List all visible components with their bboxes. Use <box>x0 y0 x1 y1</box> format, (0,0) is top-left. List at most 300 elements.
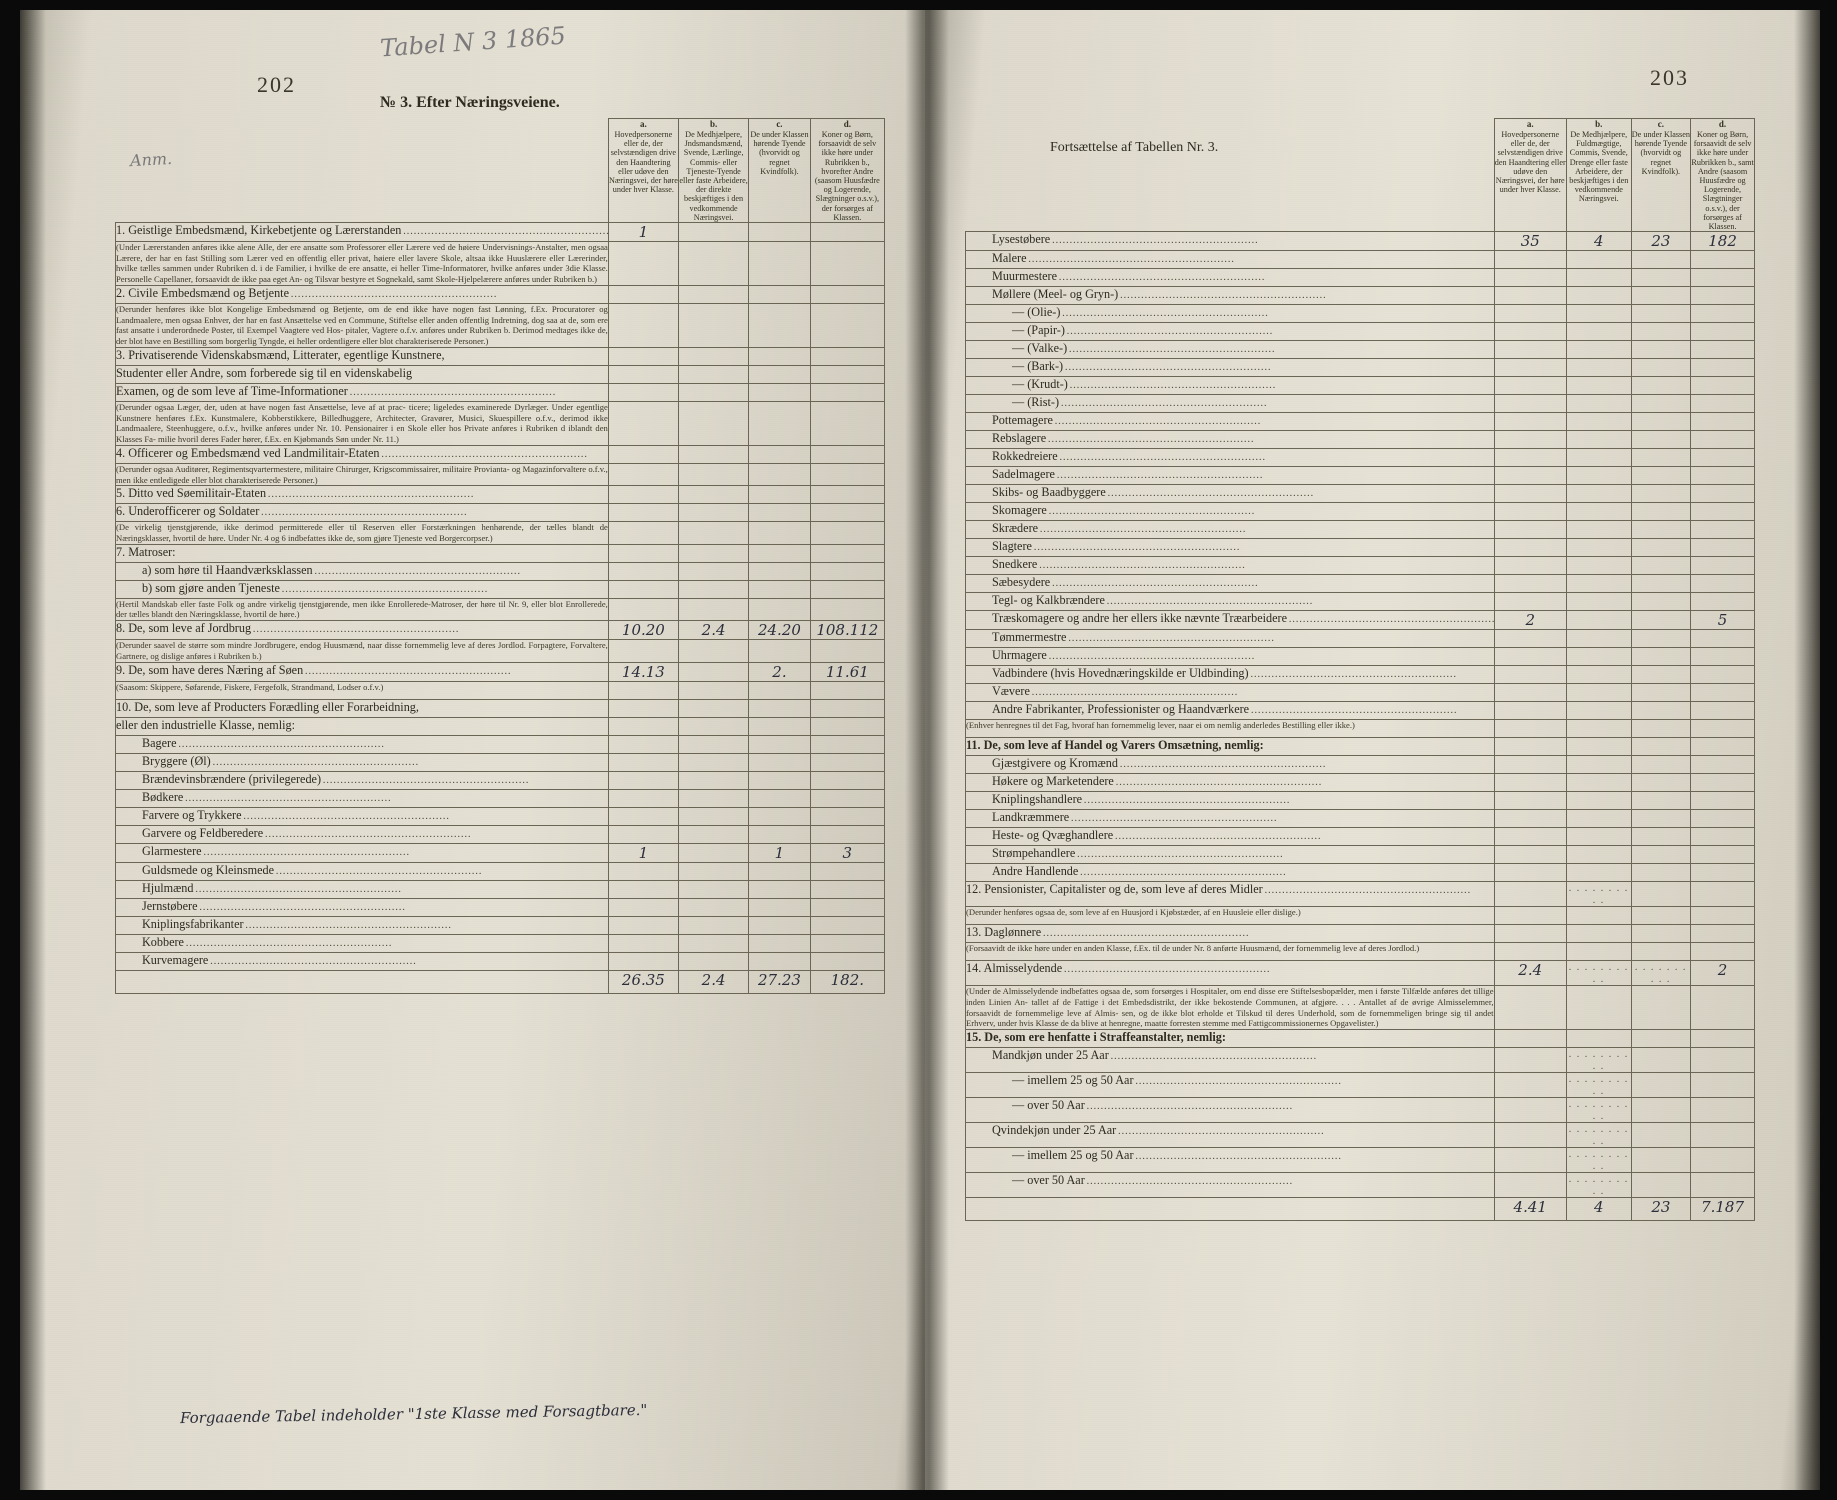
cell-a <box>608 699 678 717</box>
cell-d <box>1691 1098 1755 1123</box>
row-label <box>966 341 1495 359</box>
row-label-text: 6. Underofficerer og Soldater <box>116 504 260 519</box>
cell-d <box>1691 864 1755 882</box>
cell-c <box>1631 467 1690 485</box>
cell-b <box>1566 1198 1631 1221</box>
cell-b <box>1566 810 1631 828</box>
row-label <box>116 825 609 843</box>
cell-c <box>1631 377 1690 395</box>
row-label-text: Træskomagere og andre her ellers ikke nævnte Træarbeidere <box>992 611 1288 626</box>
folio-left: 202 <box>257 72 296 97</box>
cell-c <box>749 662 810 681</box>
cell-b <box>1566 449 1631 467</box>
row-label <box>966 611 1495 630</box>
cell-d <box>810 580 884 598</box>
cell-a <box>1494 1198 1566 1221</box>
cell-b <box>678 347 748 365</box>
row-label-text: — over 50 Aar <box>1012 1173 1085 1188</box>
cell-a <box>608 753 678 771</box>
cell-c <box>749 934 810 952</box>
table-row <box>966 1173 1755 1198</box>
note-text: (Under Lærerstanden anføres ikke alene Alle, der ere ansatte som Professorer eller Lærere ved de høiere Undervisnings-Anstalter, men ogsaa Lærere, der har en fast Stilling som Lærer ved en offentlig eller privat, høiere eller lavere Skole, altsaa ikke Huuslærere eller Lærerinder, hvilke tælles sammen under Rubriken d. i de Familier, i hvilke de ere ansatte, ei heller Time-Informatorer, hvilke anføres under 3die Klasse. Personelle Capellaner, forsaavidt de ikke paa eget An- og Tilsvar bestyre et Sognekald, samt Skole-Hjelpelærere anføres under Rubriken b.) <box>116 241 608 285</box>
cell-b <box>678 898 748 916</box>
cell-d <box>1691 961 1755 986</box>
row-label <box>966 846 1495 864</box>
cell-a <box>608 898 678 916</box>
handwritten-value: 182 <box>1708 232 1737 251</box>
note-text: (Saasom: Skippere, Søfarende, Fiskere, Fergefolk, Strandmand, Lodser o.f.v.) <box>116 681 609 699</box>
cell-b <box>678 621 748 640</box>
cell-d <box>810 285 884 303</box>
cell-d <box>1691 630 1755 648</box>
cell-d <box>1691 323 1755 341</box>
cell-c <box>1631 630 1690 648</box>
cell-c <box>749 753 810 771</box>
cell-c <box>749 771 810 789</box>
cell-d <box>810 735 884 753</box>
row-label-text: Studenter eller Andre, som forberede sig til en videnskabelig <box>116 365 413 380</box>
row-label-text: Kurvemagere <box>142 952 209 967</box>
cell-b <box>678 843 748 862</box>
table-row <box>116 880 885 898</box>
cell-b <box>1566 828 1631 846</box>
row-label-text: Heste- og Qvæghandlere <box>992 828 1114 843</box>
cell-a <box>1494 702 1566 720</box>
cell-c <box>749 880 810 898</box>
table-row <box>116 898 885 916</box>
left-table-header <box>116 119 885 223</box>
row-label-text: Lysestøbere <box>992 232 1051 247</box>
row-label-text: Malere <box>992 251 1027 266</box>
cell-d <box>1691 907 1755 925</box>
cell-b <box>1566 720 1631 738</box>
left-table <box>115 118 885 994</box>
cell-a <box>1494 431 1566 449</box>
cell-c <box>749 862 810 880</box>
cell-a <box>608 640 678 662</box>
row-label-text: 14. Almisselydende <box>966 961 1063 976</box>
row-label-text: Kobbere <box>142 934 184 949</box>
cell-d <box>1691 828 1755 846</box>
handwritten-value: 182. <box>830 970 865 989</box>
row-label-text: Skibs- og Baadbyggere <box>992 485 1106 500</box>
cell-b <box>1566 630 1631 648</box>
cell-d <box>1691 1148 1755 1173</box>
cell-c <box>1631 792 1690 810</box>
header-col-a2: a. Hovedpersonerne eller de, der selvstændigen drive den Haandtering eller udøve den Næringsvei, der høre under hver Klasse. <box>1494 119 1566 232</box>
cell-a <box>1494 684 1566 702</box>
cell-c <box>749 789 810 807</box>
handwritten-value: 2.4 <box>701 621 726 640</box>
row-label <box>116 789 609 807</box>
cell-c <box>749 898 810 916</box>
table-row <box>966 593 1755 611</box>
cell-d <box>810 401 884 445</box>
cell-b <box>1566 666 1631 684</box>
cell-d <box>1691 1173 1755 1198</box>
table-row <box>966 961 1755 986</box>
cell-d <box>1691 251 1755 269</box>
handwritten-value: 35 <box>1520 232 1540 251</box>
row-label-text: Vævere <box>992 684 1030 699</box>
cell-d <box>810 621 884 640</box>
cell-d <box>810 544 884 562</box>
row-label <box>116 735 609 753</box>
row-label <box>116 880 609 898</box>
cell-b <box>678 401 748 445</box>
row-label <box>966 1148 1495 1173</box>
table-row <box>966 557 1755 575</box>
row-label <box>966 305 1495 323</box>
row-label <box>966 1098 1495 1123</box>
cell-c <box>1631 1173 1690 1198</box>
table-row <box>116 365 885 383</box>
cell-c <box>1631 1073 1690 1098</box>
cell-c <box>1631 1123 1690 1148</box>
cell-b <box>678 445 748 463</box>
note-text: (Hertil Mandskab eller faste Folk og andre virkelig tjenstgjørende, men ikke Enrollerede-Matroser, der høre til Nr. 9, eller blot Enrollerede, der tælles blandt den Næringsklasse, hvortil de høre.) <box>116 598 608 620</box>
cell-b <box>678 825 748 843</box>
table-row <box>966 575 1755 593</box>
cell-d <box>810 880 884 898</box>
cell-c <box>1631 359 1690 377</box>
cell-a <box>1494 882 1566 907</box>
handwritten-value: 2 <box>1717 961 1728 980</box>
handwritten-value: 3 <box>842 843 853 862</box>
cell-d <box>810 843 884 862</box>
note-text: (Derunder ogsaa Auditører, Regimentsqvartermestere, militaire Chirurger, Krigscommissairer, militaire Provianta- og Magazinforvaltere o.f.v., men ikke entledigede eller blot charakteriserede Personer.) <box>116 463 608 485</box>
table-row <box>116 952 885 970</box>
cell-b <box>1566 359 1631 377</box>
cell-c <box>749 681 810 699</box>
cell-a <box>1494 1098 1566 1123</box>
cell-d <box>810 463 884 485</box>
cell-c <box>1631 485 1690 503</box>
cell-b <box>678 880 748 898</box>
cell-c <box>1631 341 1690 359</box>
table-row <box>116 347 885 365</box>
row-label <box>116 970 609 993</box>
cell-c <box>1631 449 1690 467</box>
row-label-text: — (Papir-) <box>1012 323 1065 338</box>
cell-a <box>1494 287 1566 305</box>
cell-d <box>1691 846 1755 864</box>
cell-d <box>1691 720 1755 738</box>
table-row <box>116 934 885 952</box>
cell-a <box>1494 611 1566 630</box>
cell-b <box>678 580 748 598</box>
row-label-text: 2. Civile Embedsmænd og Betjente <box>116 285 289 300</box>
cell-d <box>810 486 884 504</box>
table-row <box>966 810 1755 828</box>
table-row <box>116 825 885 843</box>
row-label <box>116 699 609 717</box>
handwritten-value: 5 <box>1717 611 1728 630</box>
cell-a <box>1494 1148 1566 1173</box>
cell-b <box>1566 593 1631 611</box>
row-label <box>966 792 1495 810</box>
cell-d <box>1691 943 1755 961</box>
row-label <box>966 485 1495 503</box>
note-text: (Enhver henregnes til det Fag, hvoraf han fornemmelig lever, naar ei om nemlig anderledes Bestilling eller ikke.) <box>966 720 1495 738</box>
table-row <box>966 1123 1755 1148</box>
table-row <box>966 467 1755 485</box>
row-label <box>116 916 609 934</box>
cell-d <box>810 222 884 241</box>
margin-scribble-top: Tabel N 3 1865 <box>379 21 567 63</box>
table-row <box>116 807 885 825</box>
table-note-row <box>966 720 1755 738</box>
cell-d <box>1691 986 1755 1030</box>
cell-b <box>678 562 748 580</box>
cell-d <box>810 862 884 880</box>
table-row <box>966 925 1755 943</box>
cell-c <box>1631 395 1690 413</box>
row-label-text: a) som høre til Haandværksklassen <box>142 562 313 577</box>
row-label-text: 3. Privatiserende Videnskabsmænd, Litterater, egentlige Kunstnere, <box>116 347 445 362</box>
row-label <box>116 562 609 580</box>
cell-c <box>1631 864 1690 882</box>
cell-d <box>1691 1048 1755 1073</box>
cell-b <box>1566 323 1631 341</box>
cell-c <box>1631 846 1690 864</box>
note-text: (Derunder henføres ogsaa de, som leve af en Huusjord i Kjøbstæder, af en Huusleie eller dislige.) <box>966 907 1495 925</box>
handwritten-value: 2. <box>772 662 787 681</box>
cell-b <box>678 753 748 771</box>
cell-d <box>1691 377 1755 395</box>
cell-c <box>749 401 810 445</box>
table-row <box>116 735 885 753</box>
cell-a <box>1494 1030 1566 1048</box>
cell-a <box>1494 269 1566 287</box>
row-label-text: 4. Officerer og Embedsmænd ved Landmilitair-Etaten <box>116 445 380 460</box>
row-label-text: Garvere og Feldberedere <box>142 825 264 840</box>
cell-a <box>1494 251 1566 269</box>
cell-a <box>1494 720 1566 738</box>
cell-a <box>1494 864 1566 882</box>
cell-d <box>1691 521 1755 539</box>
handwritten-value: 11.61 <box>825 662 869 681</box>
cell-c <box>749 522 810 544</box>
table-row <box>116 445 885 463</box>
row-label <box>116 753 609 771</box>
table-row <box>966 1030 1755 1048</box>
cell-d <box>810 640 884 662</box>
row-label <box>966 666 1495 684</box>
row-label-text: Examen, og de som leve af Time-Informationer <box>116 383 348 398</box>
row-label <box>966 925 1495 943</box>
cell-c <box>749 347 810 365</box>
cell-b <box>678 486 748 504</box>
row-label-text: 10. De, som leve af Producters Forædling eller Forarbeidning, <box>116 699 419 714</box>
dot-leader: . . . . . . . . . . <box>1568 1174 1629 1198</box>
row-label <box>116 934 609 952</box>
cell-b <box>1566 738 1631 756</box>
cell-a <box>1494 630 1566 648</box>
left-edge-shadow <box>20 10 46 1490</box>
cell-c <box>1631 539 1690 557</box>
handwritten-value: 1 <box>638 222 649 241</box>
cell-c <box>749 640 810 662</box>
dot-leader: . . . . . . . . . . <box>1568 1124 1629 1148</box>
handwritten-value: 27.23 <box>757 970 801 989</box>
cell-b <box>1566 232 1631 251</box>
table-note-row <box>116 303 885 347</box>
dot-leader: . . . . . . . . . . <box>1568 883 1629 907</box>
table-row <box>966 521 1755 539</box>
cell-c <box>749 365 810 383</box>
row-label-text: Snedkere <box>992 557 1038 572</box>
cell-a <box>1494 792 1566 810</box>
cell-a <box>608 934 678 952</box>
cell-a <box>608 880 678 898</box>
cell-d <box>1691 648 1755 666</box>
row-label-text: Bryggere (Øl) <box>142 753 211 768</box>
cell-c <box>749 699 810 717</box>
left-footnote: Forgaaende Tabel indeholder "1ste Klasse med Forsagtbare." <box>179 1400 648 1428</box>
cell-a <box>608 486 678 504</box>
cell-a <box>608 463 678 485</box>
cell-d <box>810 825 884 843</box>
row-label <box>966 503 1495 521</box>
table-row <box>966 359 1755 377</box>
row-label-text: Sæbesydere <box>992 575 1051 590</box>
row-label-text: 8. De, som leve af Jordbrug <box>116 621 252 636</box>
cell-a <box>1494 986 1566 1030</box>
cell-a <box>1494 593 1566 611</box>
cell-d <box>1691 684 1755 702</box>
dot-leader: . . . . . . . . . . <box>1634 962 1687 986</box>
row-label-text: Bagere <box>142 735 177 750</box>
row-label <box>966 232 1495 251</box>
table-row <box>966 232 1755 251</box>
cell-b <box>678 241 748 285</box>
row-label-text: Jernstøbere <box>142 898 198 913</box>
row-label <box>966 684 1495 702</box>
table-row <box>966 774 1755 792</box>
dot-leader: . . . . . . . . . . <box>1568 1049 1629 1073</box>
cell-d <box>1691 359 1755 377</box>
cell-a <box>608 347 678 365</box>
table-row <box>966 611 1755 630</box>
cell-d <box>1691 882 1755 907</box>
cell-c <box>749 916 810 934</box>
handwritten-value: 108.112 <box>816 621 879 640</box>
row-label-text: 12. Pensionister, Capitalister og de, som leve af deres Midler <box>966 882 1263 897</box>
cell-c <box>1631 305 1690 323</box>
table-row <box>116 862 885 880</box>
row-label-text: Pottemagere <box>992 413 1053 428</box>
cell-a <box>1494 377 1566 395</box>
cell-d <box>1691 1030 1755 1048</box>
cell-c <box>1631 961 1690 986</box>
cell-d <box>1691 305 1755 323</box>
row-label-text: Vadbindere (hvis Hovednæringskilde er Uldbinding) <box>992 666 1249 681</box>
table-row <box>966 287 1755 305</box>
cell-a <box>1494 539 1566 557</box>
row-label <box>966 521 1495 539</box>
cell-b <box>1566 864 1631 882</box>
row-label <box>966 1030 1495 1048</box>
cell-b <box>1566 1173 1631 1198</box>
cell-b <box>678 504 748 522</box>
table-row <box>966 485 1755 503</box>
row-label-text: Glarmestere <box>142 843 202 858</box>
cell-a <box>608 970 678 993</box>
dot-leader: . . . . . . . . . . <box>1568 962 1629 986</box>
row-label <box>966 251 1495 269</box>
table-row <box>116 562 885 580</box>
row-label-text: Guldsmede og Kleinsmede <box>142 862 275 877</box>
cell-d <box>1691 702 1755 720</box>
cell-c <box>749 735 810 753</box>
cell-a <box>1494 521 1566 539</box>
cell-b <box>1566 792 1631 810</box>
cell-b <box>1566 943 1631 961</box>
cell-d <box>1691 341 1755 359</box>
row-label <box>966 648 1495 666</box>
cell-a <box>1494 232 1566 251</box>
table-row <box>966 413 1755 431</box>
cell-a <box>608 580 678 598</box>
cell-c <box>1631 413 1690 431</box>
table-total-row <box>966 1198 1755 1221</box>
cell-c <box>1631 774 1690 792</box>
cell-c <box>749 621 810 640</box>
cell-d <box>1691 1198 1755 1221</box>
row-label-text: — (Bark-) <box>1012 359 1064 374</box>
table-row <box>966 1098 1755 1123</box>
table-row <box>966 377 1755 395</box>
cell-c <box>1631 828 1690 846</box>
row-label <box>966 395 1495 413</box>
cell-c <box>1631 575 1690 593</box>
cell-d <box>1691 1073 1755 1098</box>
table-note-row <box>966 907 1755 925</box>
row-label <box>116 662 609 681</box>
header-col-c2: c. De under Klassen hørende Tyende (hvorvidt og regnet Kvindfolk). <box>1631 119 1690 232</box>
cell-d <box>1691 611 1755 630</box>
handwritten-value: 1 <box>638 843 649 862</box>
note-text: (Forsaavidt de ikke høre under en anden Klasse, f.Ex. til de under Nr. 8 anførte Huusmænd, der fornemmelig leve af deres Jordlod.) <box>966 943 1495 961</box>
cell-c <box>749 285 810 303</box>
cell-c <box>1631 1198 1690 1221</box>
cell-b <box>1566 539 1631 557</box>
cell-a <box>608 285 678 303</box>
cell-d <box>1691 449 1755 467</box>
row-label-text: Brændevinsbrændere (privilegerede) <box>142 771 322 786</box>
cell-d <box>1691 738 1755 756</box>
row-label-text: — over 50 Aar <box>1012 1098 1085 1113</box>
row-label <box>116 486 609 504</box>
cell-d <box>810 970 884 993</box>
right-table-header <box>966 119 1755 232</box>
row-label <box>116 862 609 880</box>
cell-a <box>1494 557 1566 575</box>
table-row <box>966 305 1755 323</box>
row-label-text: Kniplingshandlere <box>992 792 1083 807</box>
cell-a <box>1494 449 1566 467</box>
cell-b <box>1566 846 1631 864</box>
note-text: (Derunder henføres ikke blot Kongelige Embedsmænd og Betjente, om de end ikke have nogen fast Lønning, f.Ex. Procuratorer og Landmaalere, men ogsaa Enhver, der har en fast Ansættelse ved en Commune, Stiftelse eller anden offentlig Indretning, dog saa at de, som ere fast ansatte i underordnede Poster, til Exempel Vaagtere ved Hos- pitaler, Vagtere o.f.v. anføres under Rubriken b. Derimod medtages ikke de, der blot have en Bestilling som borgerlig Tyngde, ei heller ordentligere eller blot charakteriserede Personer.) <box>116 303 608 347</box>
cell-b <box>678 952 748 970</box>
row-label <box>116 898 609 916</box>
row-label <box>966 630 1495 648</box>
cell-a <box>608 771 678 789</box>
row-label <box>966 539 1495 557</box>
cell-c <box>1631 611 1690 630</box>
cell-c <box>749 562 810 580</box>
